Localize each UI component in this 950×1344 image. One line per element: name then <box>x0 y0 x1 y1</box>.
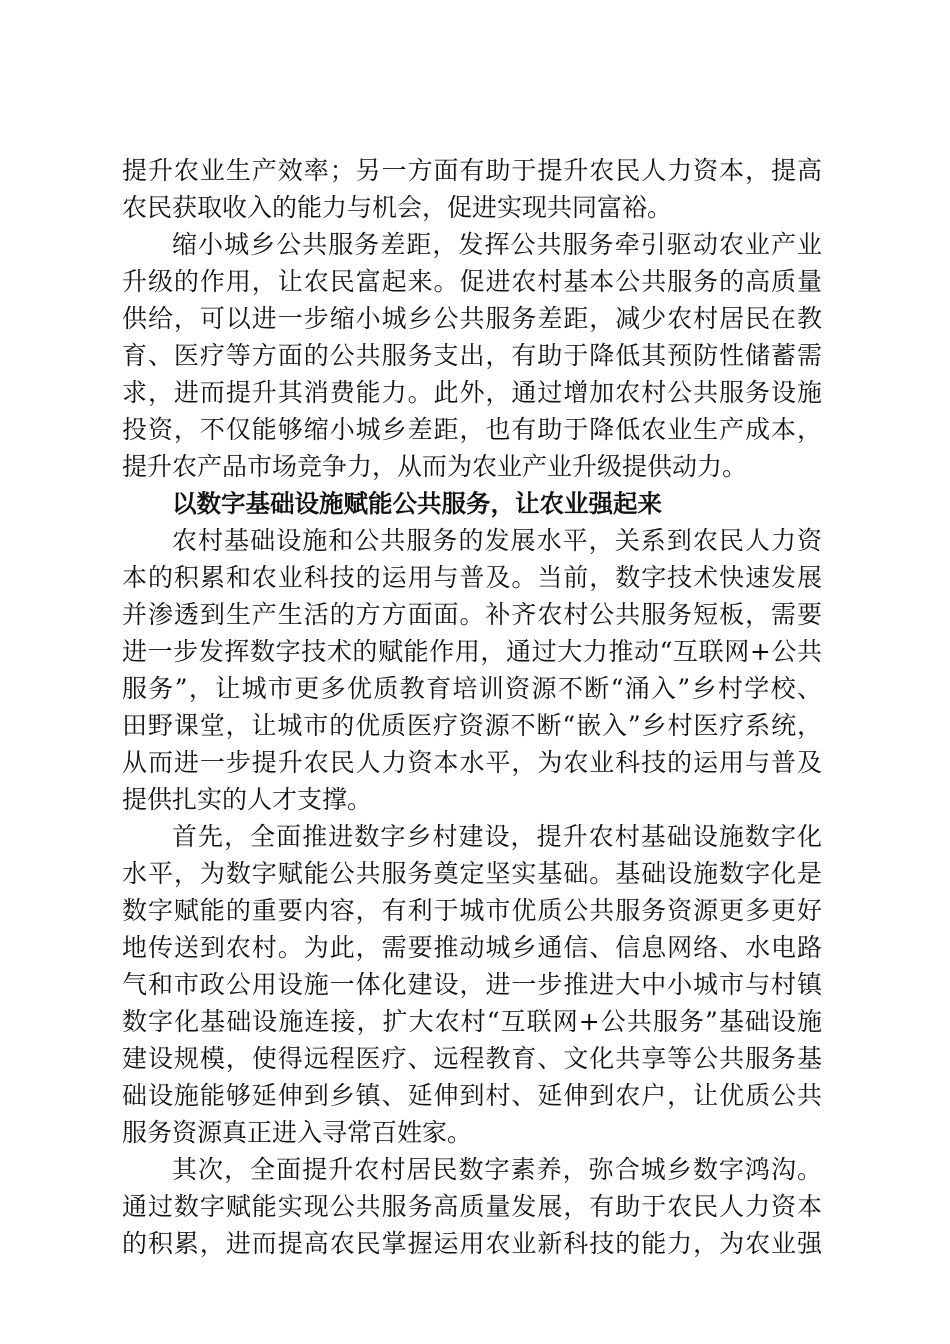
text-line: 投资，不仅能够缩小城乡差距，也有助于降低农业生产成本， <box>122 415 822 444</box>
text-line: 育、医疗等方面的公共服务支出，有助于降低其预防性储蓄需 <box>122 341 822 370</box>
text-line: 进一步发挥数字技术的赋能作用，通过大力推动“互联网+公共 <box>122 637 822 666</box>
document-page <box>122 152 822 1262</box>
text-line: 通过数字赋能实现公共服务高质量发展，有助于农民人力资本 <box>122 1192 822 1221</box>
text-line: 数字化基础设施连接，扩大农村“互联网+公共服务”基础设施 <box>122 1007 822 1036</box>
paragraph-start-line: 其次，全面提升农村居民数字素养，弥合城乡数字鸿沟。 <box>172 1155 822 1184</box>
text-line: 气和市政公用设施一体化建设，进一步推进大中小城市与村镇 <box>122 970 822 999</box>
text-line: 建设规模，使得远程医疗、远程教育、文化共享等公共服务基 <box>122 1044 822 1073</box>
text-line: 本的积累和农业科技的运用与普及。当前，数字技术快速发展 <box>122 563 822 592</box>
text-line: 服务资源真正进入寻常百姓家。 <box>122 1118 473 1147</box>
text-line: 田野课堂，让城市的优质医疗资源不断“嵌入”乡村医疗系统， <box>122 711 822 740</box>
paragraph-start-line: 缩小城乡公共服务差距，发挥公共服务牵引驱动农业产业 <box>172 230 822 259</box>
paragraph-start-line: 首先，全面推进数字乡村建设，提升农村基础设施数字化 <box>172 822 822 851</box>
text-line: 提升农业生产效率；另一方面有助于提升农民人力资本，提高 <box>122 156 822 185</box>
text-line: 升级的作用，让农民富起来。促进农村基本公共服务的高质量 <box>122 267 822 296</box>
text-line: 础设施能够延伸到乡镇、延伸到村、延伸到农户，让优质公共 <box>122 1081 822 1110</box>
text-line: 提供扎实的人才支撑。 <box>122 785 373 814</box>
text-line: 求，进而提升其消费能力。此外，通过增加农村公共服务设施 <box>122 378 822 407</box>
text-line: 服务”，让城市更多优质教育培训资源不断“涌入”乡村学校、 <box>122 674 822 703</box>
section-heading: 以数字基础设施赋能公共服务，让农业强起来 <box>172 489 662 518</box>
paragraph-start-line: 农村基础设施和公共服务的发展水平，关系到农民人力资 <box>172 526 822 555</box>
text-line: 供给，可以进一步缩小城乡公共服务差距，减少农村居民在教 <box>122 304 822 333</box>
text-line: 水平，为数字赋能公共服务奠定坚实基础。基础设施数字化是 <box>122 859 822 888</box>
text-line: 农民获取收入的能力与机会，促进实现共同富裕。 <box>122 193 673 222</box>
text-line: 地传送到农村。为此，需要推动城乡通信、信息网络、水电路 <box>122 933 822 962</box>
text-line: 提升农产品市场竞争力，从而为农业产业升级提供动力。 <box>122 452 748 481</box>
text-line: 数字赋能的重要内容，有利于城市优质公共服务资源更多更好 <box>122 896 822 925</box>
text-line: 并渗透到生产生活的方方面面。补齐农村公共服务短板，需要 <box>122 600 822 629</box>
text-line: 的积累，进而提高农民掌握运用农业新科技的能力，为农业强 <box>122 1229 822 1258</box>
text-line: 从而进一步提升农民人力资本水平，为农业科技的运用与普及 <box>122 748 822 777</box>
